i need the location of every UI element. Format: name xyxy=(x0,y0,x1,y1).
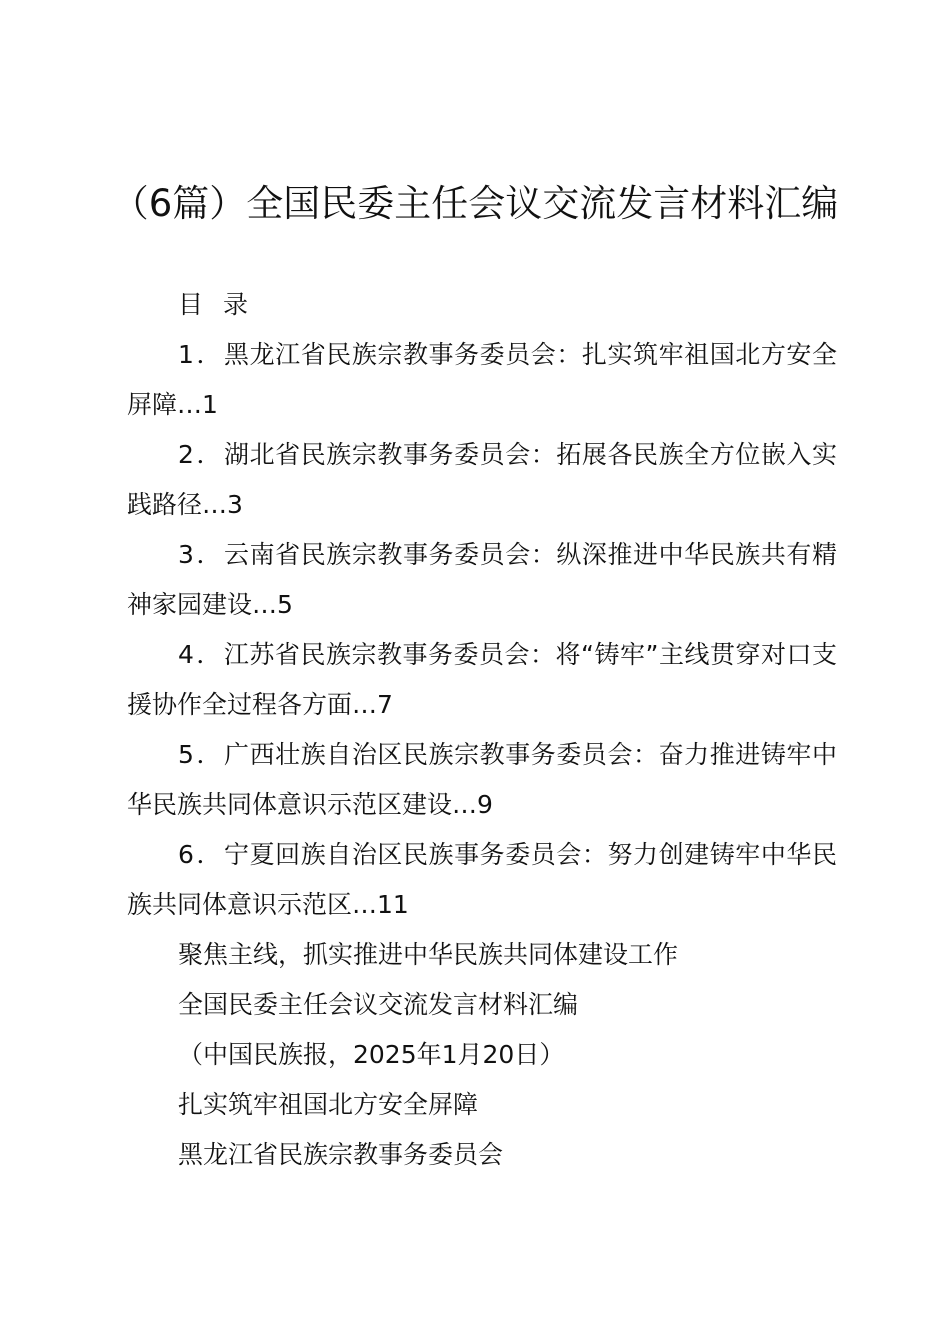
collection-subtitle: 全国民委主任会议交流发言材料汇编 xyxy=(178,990,579,1019)
toc-item-number: 4． xyxy=(178,640,224,669)
toc-item-text: 宁夏回族自治区民族事务委员会：努力创建铸牢中华民族共同体意识示范区…11 xyxy=(127,840,838,919)
article-title: 扎实筑牢祖国北方安全屏障 xyxy=(178,1090,479,1119)
toc-item-number: 2． xyxy=(178,440,225,469)
toc-heading: 目 录 xyxy=(178,290,254,319)
toc-item-number: 6． xyxy=(178,840,225,869)
toc-item[interactable] xyxy=(127,330,837,430)
toc-item[interactable] xyxy=(127,630,837,730)
toc-item[interactable] xyxy=(127,730,837,830)
section-heading: 聚焦主线，抓实推进中华民族共同体建设工作 xyxy=(178,940,679,969)
toc-item[interactable] xyxy=(127,530,837,630)
toc-item-text: 江苏省民族宗教事务委员会：将“铸牢”主线贯穿对口支援协作全过程各方面…7 xyxy=(127,640,838,719)
toc-item-number: 5． xyxy=(178,740,225,769)
toc-item-text: 湖北省民族宗教事务委员会：拓展各民族全方位嵌入实践路径…3 xyxy=(127,440,838,519)
toc-item-text: 黑龙江省民族宗教事务委员会：扎实筑牢祖国北方安全屏障…1 xyxy=(127,340,838,419)
body-text-block xyxy=(178,930,678,1180)
toc-item-number: 3． xyxy=(178,540,225,569)
article-author: 黑龙江省民族宗教事务委员会 xyxy=(178,1140,504,1169)
toc-item[interactable] xyxy=(127,430,837,530)
toc-item[interactable] xyxy=(127,830,837,930)
toc-item-text: 广西壮族自治区民族宗教事务委员会：奋力推进铸牢中华民族共同体意识示范区建设…9 xyxy=(127,740,838,819)
toc-item-text: 云南省民族宗教事务委员会：纵深推进中华民族共有精神家园建设…5 xyxy=(127,540,838,619)
source-citation: （中国民族报，2025年1月20日） xyxy=(178,1040,565,1069)
document-title: （6篇）全国民委主任会议交流发言材料汇编 xyxy=(111,182,839,225)
table-of-contents xyxy=(127,330,837,930)
toc-item-number: 1． xyxy=(178,340,225,369)
